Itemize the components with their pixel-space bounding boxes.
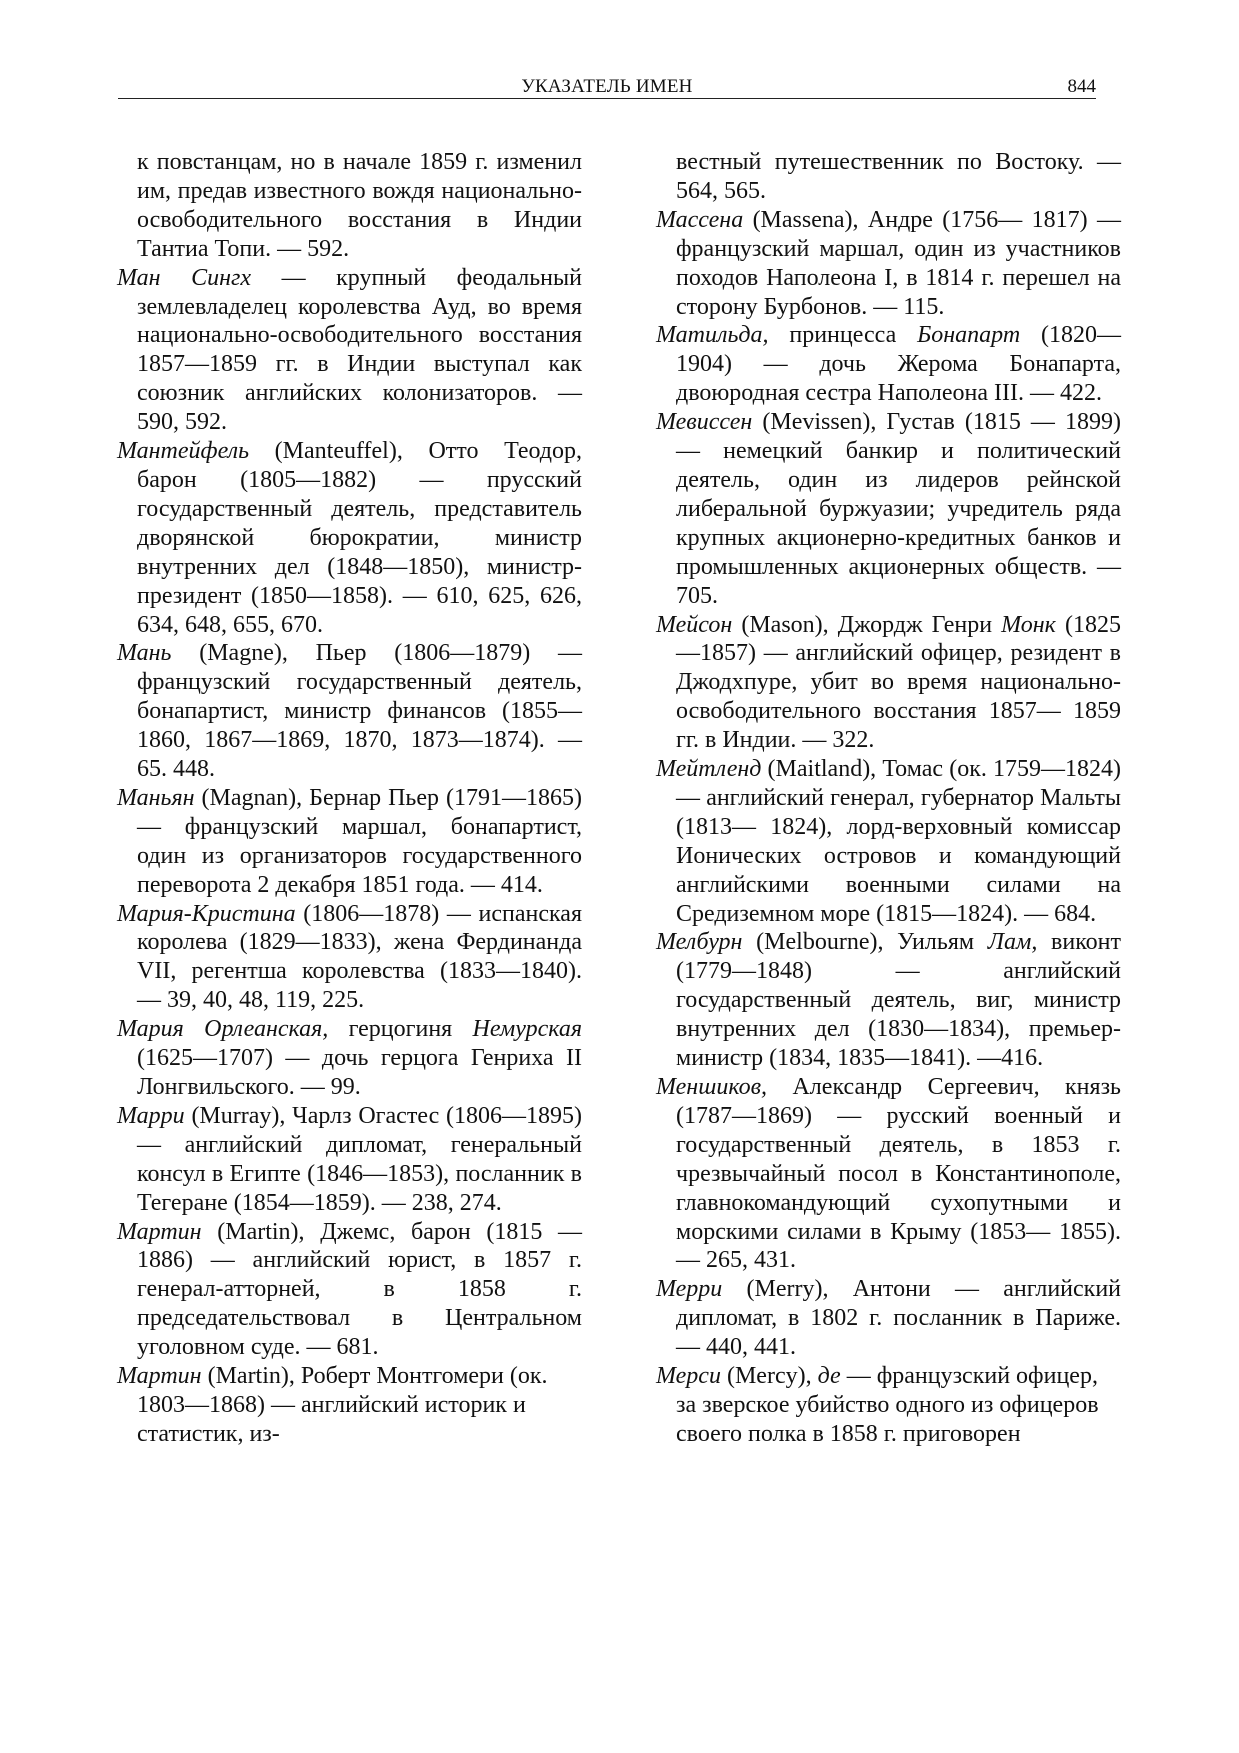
index-entry	[117, 900, 582, 1016]
entry-name: Монк	[1001, 611, 1056, 638]
entry-text: (Melbourne), Уильям	[742, 929, 988, 956]
entry-name: Мартин	[117, 1363, 202, 1390]
entry-name: де	[817, 1363, 841, 1390]
entry-name: Матильда,	[656, 322, 769, 349]
entry-text: принцесса	[768, 322, 918, 349]
entry-text: — французский офицер, за зверское убийство одного из офицеров своего полка в 1858 г. приговорен	[676, 1363, 1099, 1447]
entry-text: (Merry), Антони — английский дипломат, в 1802 г. посланник в Париже. — 440, 441.	[676, 1276, 1121, 1361]
entry-text: (1820—1904) — дочь Жерома Бонапарта, двоюродная сестра Наполеона III. — 422.	[676, 322, 1121, 407]
index-entry	[656, 755, 1121, 928]
entry-name: Немурская	[472, 1016, 583, 1043]
entry-name: Мария Орлеанская,	[117, 1016, 329, 1043]
index-entry	[117, 264, 582, 437]
entry-name: Лам,	[987, 929, 1038, 956]
entry-text: — крупный феодальный землевладелец королевства Ауд, во время национально-освободительного восстания 1857—1859 гг. в Индии выступал как союзник английских колонизаторов. — 590, 592.	[137, 264, 582, 436]
index-entry	[117, 1102, 582, 1218]
index-entry-continuation	[656, 148, 1121, 206]
page-number: 844	[1067, 76, 1096, 97]
index-entry	[117, 1015, 582, 1102]
entry-text: (Mevissen), Густав (1815 — 1899) — немецкий банкир и политический деятель, один из лидеров рейнской либеральной буржуазии; учредитель ряда крупных акционерно-кредитных банков и промышленных акционерных обществ. — 705.	[676, 409, 1121, 609]
entry-name: Мантейфель	[117, 438, 250, 465]
index-entry	[656, 1073, 1121, 1275]
entry-text: (Mercy),	[720, 1363, 818, 1390]
index-column-right	[656, 148, 1121, 1449]
entry-text: (1825—1857) — английский офицер, резидент в Джодхпуре, убит во время национально-освободительного восстания 1857— 1859 гг. в Индии. — 322.	[676, 611, 1121, 754]
entry-text: (Martin), Джемс, барон (1815 — 1886) — английский юрист, в 1857 г. генерал-атторней, в 1858 г. председательствовал в Центральном уголовном суде. — 681.	[137, 1218, 582, 1361]
index-entry	[117, 784, 582, 900]
index-entry	[656, 206, 1121, 322]
index-entry	[656, 1362, 1121, 1449]
entry-name: Маньян	[117, 784, 195, 811]
entry-name: Мерри	[656, 1276, 723, 1303]
entry-name: Бонапарт	[917, 322, 1021, 349]
entry-name: Мейтленд	[656, 756, 762, 783]
index-entry	[656, 611, 1121, 756]
entry-name: Мань	[117, 640, 172, 667]
entry-name: Мейсон	[656, 611, 733, 638]
running-title: УКАЗАТЕЛЬ ИМЕН	[521, 76, 693, 97]
entry-text: (1806—1878) — испанская королева (1829—1833), жена Фердинанда VII, регентша королевства (1833—1840). — 39, 40, 48, 119, 225.	[137, 900, 582, 1014]
entry-text: (Maitland), Томас (ок. 1759—1824) — английский генерал, губернатор Мальты (1813— 1824), лорд-верховный комиссар Ионических островов и командующий английскими военными силами на Средиземном море (1815—1824). — 684.	[676, 756, 1121, 927]
index-entry	[656, 928, 1121, 1073]
entry-text: (Massena), Андре (1756— 1817) — французский маршал, один из участников походов Наполеона I, в 1814 г. перешел на сторону Бурбонов. — 115.	[676, 206, 1121, 320]
entry-text: (Mason), Джордж Генри	[732, 611, 1002, 638]
index-entry	[117, 1218, 582, 1363]
entry-name: Массена	[656, 206, 744, 233]
entry-text: (Magne), Пьер (1806—1879) — французский государственный деятель, бонапартист, министр финансов (1855—1860, 1867—1869, 1870, 1873—1874). — 65. 448.	[137, 640, 582, 783]
index-entry	[117, 437, 582, 639]
index-entry	[117, 639, 582, 784]
entry-text: (Manteuffel), Отто Теодор, барон (1805—1882) — прусский государственный деятель, представитель дворянской бюрократии, министр внутренних дел (1848—1850), министр-президент (1850—1858). — 610, 625, 626, 634, 648, 655, 670.	[137, 438, 582, 638]
entry-text: (1625—1707) — дочь герцога Генриха II Лонгвильского. — 99.	[137, 1045, 582, 1100]
entry-name: Мевиссен	[656, 409, 753, 436]
entry-name: Мерси	[656, 1363, 721, 1390]
entry-text: (Murray), Чарлз Огастес (1806—1895) — английский дипломат, генеральный консул в Египте (1846—1853), посланник в Тегеране (1854—1859). — 238, 274.	[137, 1102, 582, 1216]
entry-name: Мартин	[117, 1218, 202, 1245]
entry-text: герцогиня	[328, 1016, 473, 1043]
running-header	[118, 76, 1096, 99]
entry-name: Марри	[117, 1102, 185, 1129]
entry-text: Александр Сергеевич, князь (1787—1869) — русский военный и государственный деятель, в 1853 г. чрезвычайный посол в Константинополе, главнокомандующий сухопутными и морскими силами в Крыму (1853— 1855). — 265, 431.	[676, 1074, 1121, 1274]
index-column-left	[117, 148, 582, 1449]
entry-name: Меншиков,	[656, 1074, 768, 1100]
entry-text: (Martin), Роберт Монтгомери (ок. 1803—1868) — английский историк и статистик, из-	[137, 1363, 548, 1447]
entry-name: Ман Сингх	[117, 264, 252, 291]
index-entry-continuation	[117, 148, 582, 264]
index-entry	[656, 1275, 1121, 1362]
entry-text: виконт (1779—1848) — английский государственный деятель, виг, министр внутренних дел (1830—1834), премьер-министр (1834, 1835—1841). —416.	[676, 929, 1121, 1072]
entry-text: (Magnan), Бернар Пьер (1791—1865) — французский маршал, бонапартист, один из организаторов государственного переворота 2 декабря 1851 года. — 414.	[137, 784, 582, 898]
index-entry	[656, 408, 1121, 610]
entry-text: вестный путешественник по Востоку. — 564, 565.	[676, 149, 1121, 204]
index-entry	[117, 1362, 582, 1449]
entry-name: Мария-Кристина	[117, 900, 296, 927]
entry-text: к повстанцам, но в начале 1859 г. изменил им, предав известного вождя национально-освободительного восстания в Индии Тантиа Топи. — 592.	[137, 149, 582, 262]
entry-name: Мелбурн	[656, 929, 743, 956]
index-entry	[656, 321, 1121, 408]
